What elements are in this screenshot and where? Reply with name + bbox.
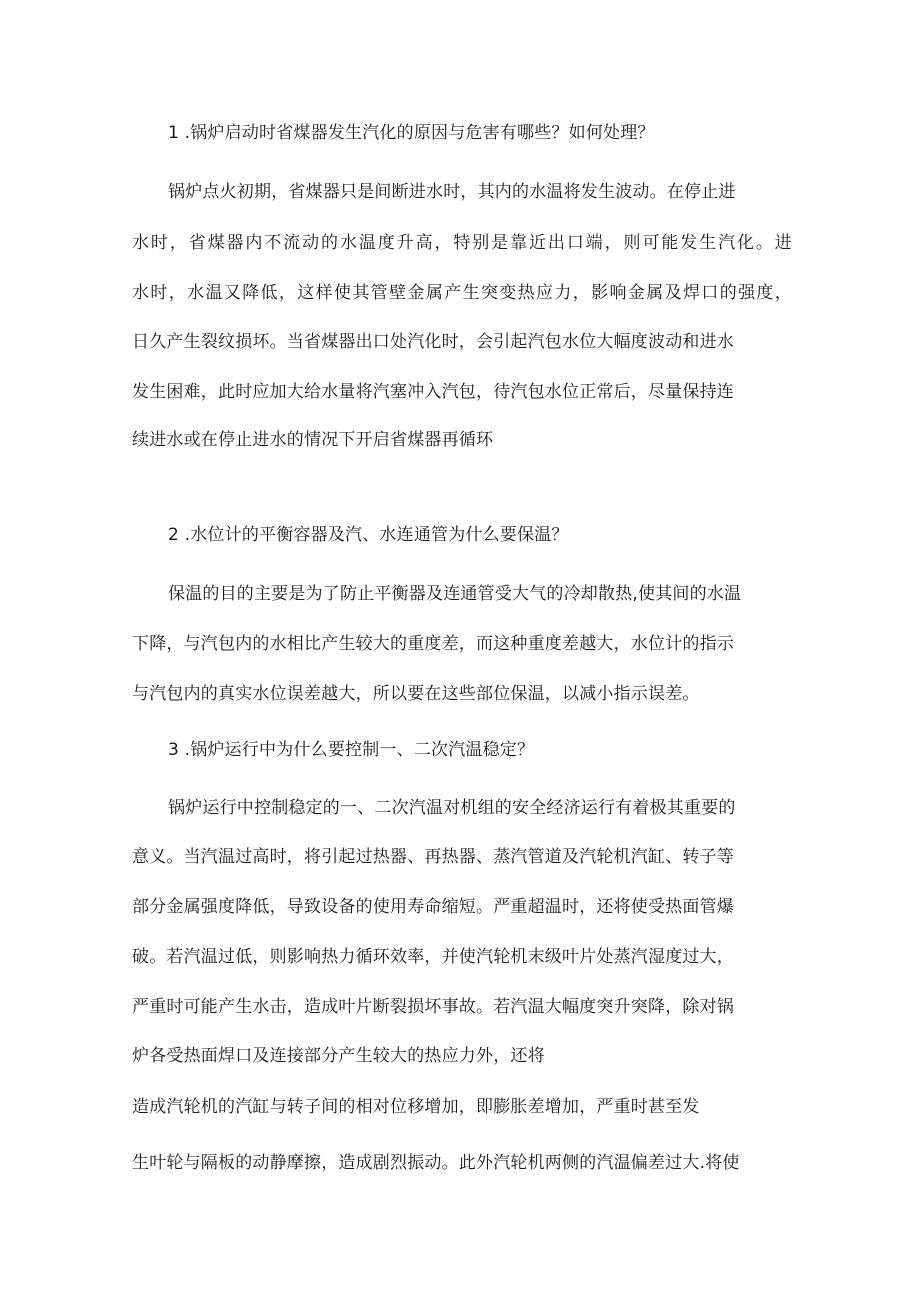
section-heading: 3 .锅炉运行中为什么要控制一、二次汽温稳定？ <box>168 740 535 760</box>
section-heading: 2 .水位计的平衡容器及汽、水连通管为什么要保温？ <box>168 525 569 545</box>
paragraph-line: 部分金属强度降低，导致设备的使用寿命缩短。严重超温时，还将使受热面管爆 <box>132 897 734 917</box>
paragraph-line: 锅炉运行中控制稳定的一、二次汽温对机组的安全经济运行有着极其重要的 <box>168 798 736 818</box>
paragraph-line: 意义。当汽温过高时，将引起过热器、再热器、蒸汽管道及汽轮机汽缸、转子等 <box>132 847 734 867</box>
paragraph-line: 炉各受热面焊口及连接部分产生较大的热应力外，还将 <box>132 1046 545 1066</box>
paragraph-line: 水时，省煤器内不流动的水温度升高，特别是靠近出口端，则可能发生汽化。进 <box>132 233 792 253</box>
section-heading: 1 .锅炉启动时省煤器发生汽化的原因与危害有哪些？如何处理？ <box>168 123 655 143</box>
paragraph-line: 与汽包内的真实水位误差越大，所以要在这些部位保温，以减小指示误差。 <box>132 684 700 704</box>
paragraph-line: 续进水或在停止进水的情况下开启省煤器再循环 <box>132 430 494 450</box>
paragraph-line: 造成汽轮机的汽缸与转子间的相对位移增加，即膨胀差增加，严重时甚至发 <box>132 1097 700 1117</box>
paragraph-line: 保温的目的主要是为了防止平衡器及连通管受大气的冷却散热,使其间的水温 <box>168 584 742 604</box>
paragraph-line: 锅炉点火初期，省煤器只是间断进水时，其内的水温将发生波动。在停止进 <box>168 182 736 202</box>
paragraph-line: 生叶轮与隔板的动静摩擦，造成剧烈振动。此外汽轮机两侧的汽温偏差过大.将使 <box>132 1153 740 1173</box>
paragraph-line: 水时，水温又降低，这样使其管壁金属产生突变热应力，影响金属及焊口的强度， <box>132 283 792 303</box>
paragraph-line: 下降，与汽包内的水相比产生较大的重度差，而这种重度差越大，水位计的指示 <box>132 634 734 654</box>
paragraph-line: 日久产生裂纹损坏。当省煤器出口处汽化时，会引起汽包水位大幅度波动和进水 <box>132 332 734 352</box>
paragraph-line: 破。若汽温过低，则影响热力循环效率，并使汽轮机末级叶片处蒸汽湿度过大， <box>132 947 734 967</box>
paragraph-line: 严重时可能产生水击，造成叶片断裂损坏事故。若汽温大幅度突升突降，除对锅 <box>132 997 734 1017</box>
paragraph-line: 发生困难，此时应加大给水量将汽塞冲入汽包，待汽包水位正常后，尽量保持连 <box>132 382 734 402</box>
